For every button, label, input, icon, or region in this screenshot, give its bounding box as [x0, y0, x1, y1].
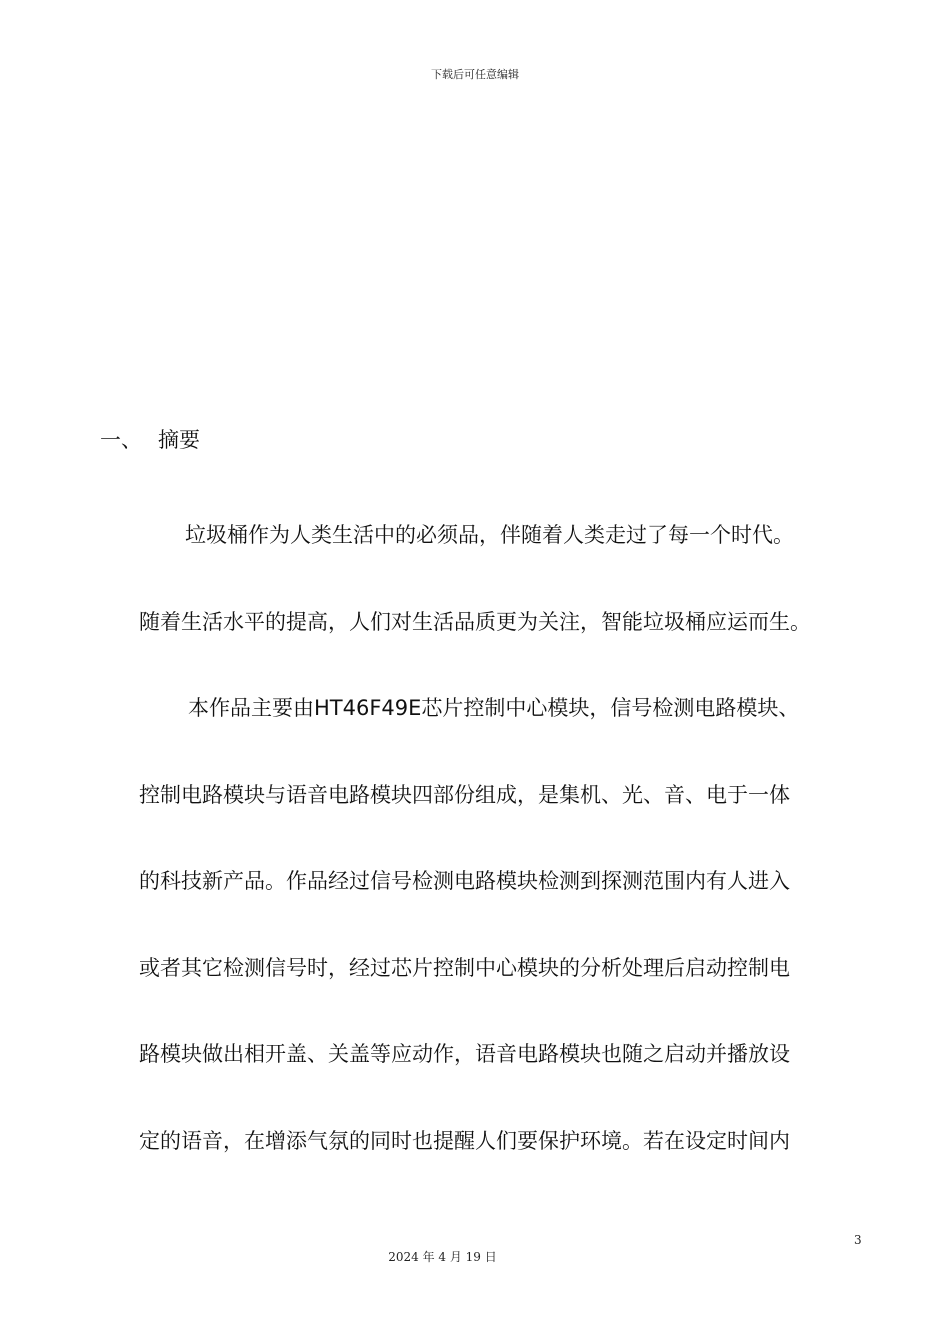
page-number: 3	[854, 1233, 862, 1247]
body-line: 控制电路模块与语音电路模块四部份组成，是集机、光、音、电于一体	[139, 782, 790, 807]
page-header: 下载后可任意编辑	[431, 68, 519, 81]
body-line: 本作品主要由HT46F49E芯片控制中心模块，信号检测电路模块、	[188, 696, 800, 720]
body-paragraph	[139, 492, 879, 1184]
section-number: 一、	[100, 428, 142, 452]
body-line: 定的语音，在增添气氛的同时也提醒人们要保护环境。若在设定时间内	[139, 1128, 790, 1153]
body-line: 随着生活水平的提高，人们对生活品质更为关注，智能垃圾桶应运而生。	[139, 609, 811, 634]
body-line: 或者其它检测信号时，经过芯片控制中心模块的分析处理后启动控制电	[139, 955, 790, 980]
section-heading	[100, 424, 200, 454]
body-line: 路模块做出相开盖、关盖等应动作，语音电路模块也随之启动并播放设	[139, 1042, 790, 1066]
body-line: 垃圾桶作为人类生活中的必须品，伴随着人类走过了每一个时代。	[185, 523, 794, 547]
body-line: 的科技新产品。作品经过信号检测电路模块检测到探测范围内有人进入	[139, 869, 790, 893]
page-footer-date: 2024 年 4 月 19 日	[388, 1250, 497, 1264]
section-title: 摘要	[158, 428, 200, 452]
